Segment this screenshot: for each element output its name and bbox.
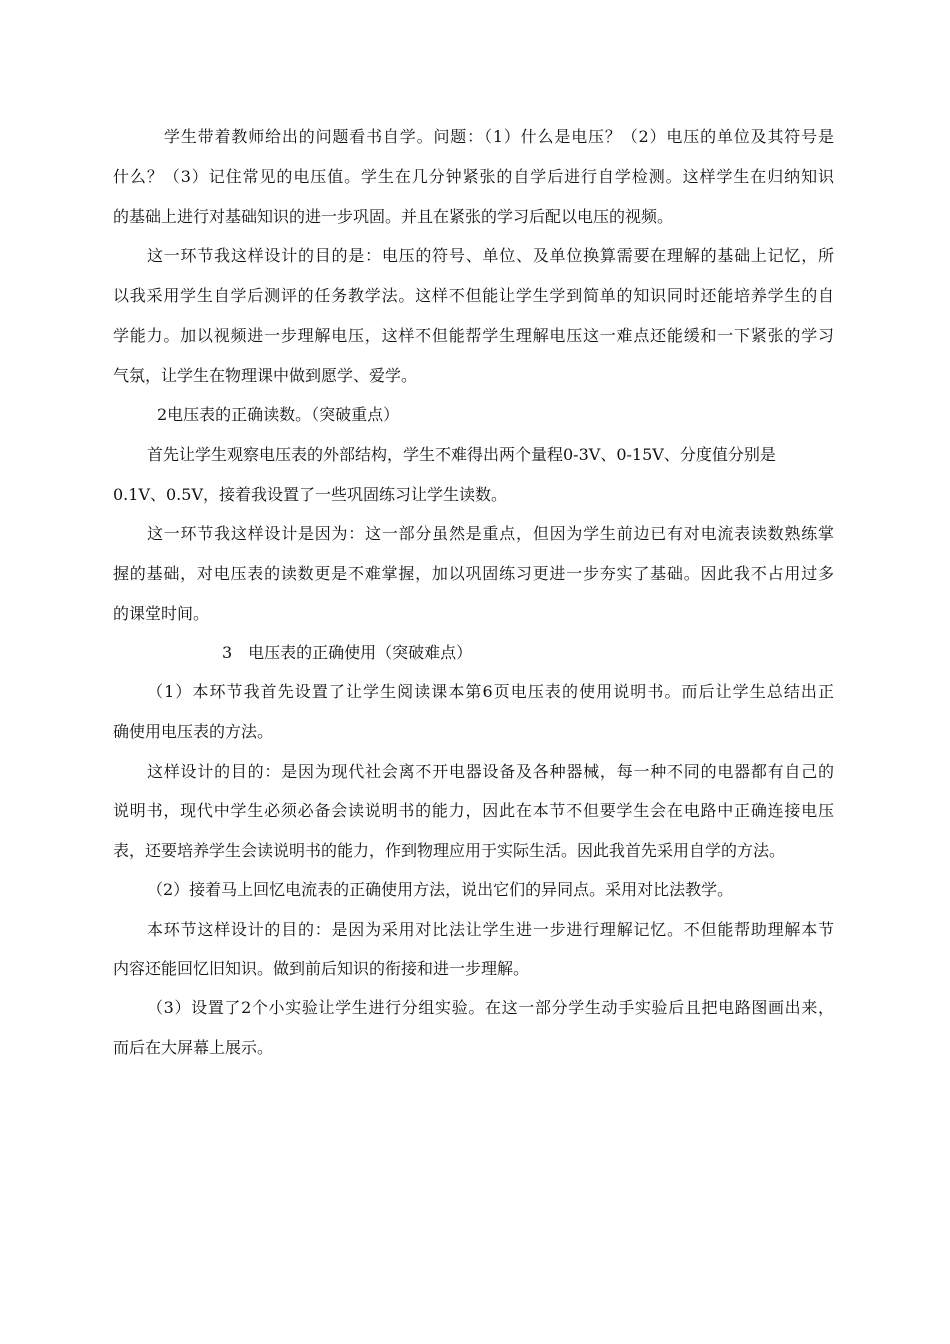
paragraph-5-line-2: 确使用电压表的方法。 <box>113 722 274 741</box>
paragraph-5-line-1: （1）本环节我首先设置了让学生阅读课本第6页电压表的使用说明书。而后让学生总结出正 <box>147 682 834 701</box>
section-heading-2: 2电压表的正确读数。（突破重点） <box>157 405 400 424</box>
section-heading-3: 3 电压表的正确使用（突破难点） <box>222 643 473 662</box>
paragraph-9-line-1: （3）设置了2个小实验让学生进行分组实验。在这一部分学生动手实验后且把电路图画出来， <box>147 998 834 1017</box>
paragraph-7-line-1: （2）接着马上回忆电流表的正确使用方法，说出它们的异同点。采用对比法教学。 <box>147 880 734 899</box>
paragraph-1-line-2: 什么？（3）记住常见的电压值。学生在几分钟紧张的自学后进行自学检测。这样学生在归纳知识 <box>113 167 834 186</box>
paragraph-4-line-2: 握的基础，对电压表的读数更是不难掌握，加以巩固练习更进一步夯实了基础。因此我不占用过多 <box>113 564 834 583</box>
paragraph-2-line-3: 学能力。加以视频进一步理解电压，这样不但能帮学生理解电压这一难点还能缓和一下紧张的学习 <box>113 326 834 345</box>
paragraph-8-line-2: 内容还能回忆旧知识。做到前后知识的衔接和进一步理解。 <box>113 959 530 978</box>
paragraph-1-line-1: 学生带着教师给出的问题看书自学。问题：（1）什么是电压？（2）电压的单位及其符号是 <box>164 127 834 146</box>
paragraph-2-line-4: 气氛，让学生在物理课中做到愿学、爱学。 <box>113 366 418 385</box>
paragraph-6-line-1: 这样设计的目的：是因为现代社会离不开电器设备及各种器械，每一种不同的电器都有自己的 <box>147 762 834 781</box>
paragraph-2-line-2: 以我采用学生自学后测评的任务教学法。这样不但能让学生学到简单的知识同时还能培养学生的自 <box>113 286 834 305</box>
paragraph-6-line-3: 表，还要培养学生会读说明书的能力，作到物理应用于实际生活。因此我首先采用自学的方法。 <box>113 841 786 860</box>
paragraph-3-line-2: 0.1V、0.5V，接着我设置了一些巩固练习让学生读数。 <box>113 485 508 504</box>
paragraph-2-line-1: 这一环节我这样设计的目的是：电压的符号、单位、及单位换算需要在理解的基础上记忆，所 <box>147 246 834 265</box>
paragraph-4-line-1: 这一环节我这样设计是因为：这一部分虽然是重点，但因为学生前边已有对电流表读数熟练掌 <box>147 524 834 543</box>
paragraph-8-line-1: 本环节这样设计的目的：是因为采用对比法让学生进一步进行理解记忆。不但能帮助理解本节 <box>147 920 834 939</box>
paragraph-4-line-3: 的课堂时间。 <box>113 604 210 623</box>
paragraph-9-line-2: 而后在大屏幕上展示。 <box>113 1038 274 1057</box>
paragraph-6-line-2: 说明书，现代中学生必须必备会读说明书的能力，因此在本节不但要学生会在电路中正确连接电压 <box>113 801 834 820</box>
paragraph-3-line-1: 首先让学生观察电压表的外部结构，学生不难得出两个量程0-3V、0-15V、分度值分别是 <box>147 445 776 464</box>
paragraph-1-line-3: 的基础上进行对基础知识的进一步巩固。并且在紧张的学习后配以电压的视频。 <box>113 207 674 226</box>
